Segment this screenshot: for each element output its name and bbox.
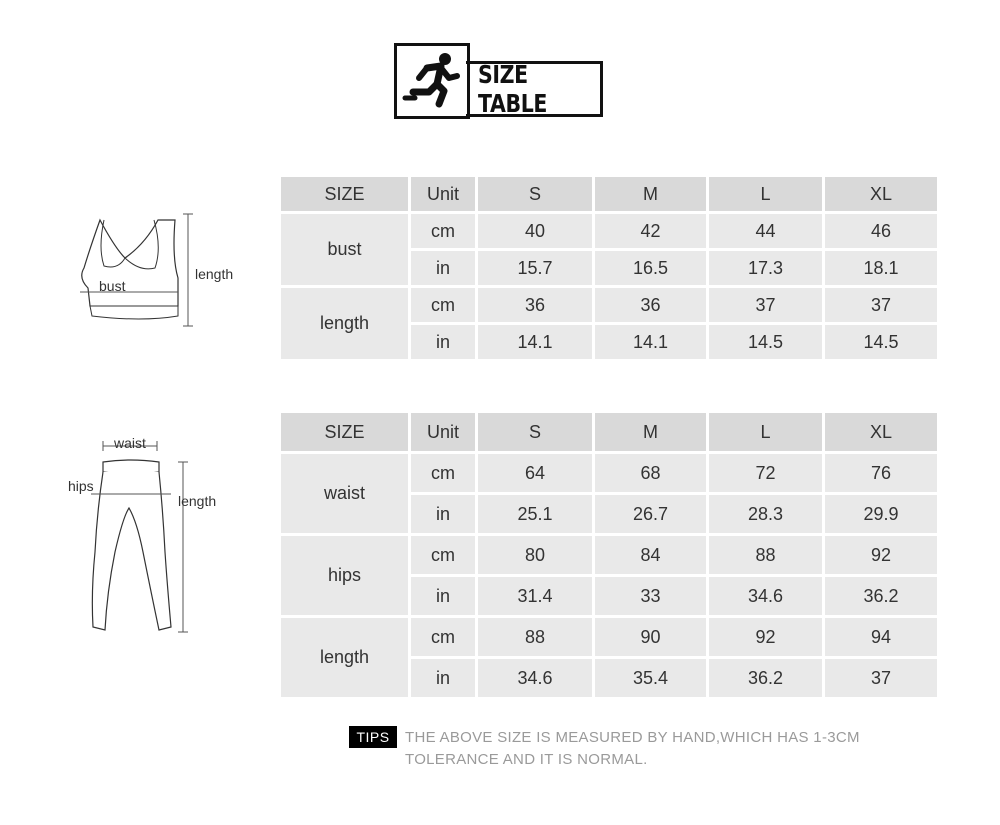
bottom-size-table bbox=[278, 410, 940, 700]
value-cell: 42 bbox=[595, 214, 706, 248]
value-cell: 36 bbox=[478, 288, 592, 322]
running-man-icon bbox=[397, 46, 467, 116]
unit-cell: cm bbox=[411, 454, 475, 492]
value-cell: 14.5 bbox=[825, 325, 937, 359]
value-cell: 90 bbox=[595, 618, 706, 656]
value-cell: 14.5 bbox=[709, 325, 822, 359]
value-cell: 92 bbox=[825, 536, 937, 574]
value-cell: 14.1 bbox=[595, 325, 706, 359]
header-xl: XL bbox=[825, 177, 937, 211]
unit-cell: cm bbox=[411, 618, 475, 656]
row-label-hips: hips bbox=[281, 536, 408, 615]
value-cell: 36 bbox=[595, 288, 706, 322]
value-cell: 64 bbox=[478, 454, 592, 492]
header-unit: Unit bbox=[411, 413, 475, 451]
tips-text bbox=[405, 727, 925, 771]
value-cell: 34.6 bbox=[709, 577, 822, 615]
row-label-waist: waist bbox=[281, 454, 408, 533]
table-row bbox=[281, 288, 937, 322]
leggings-length-label: length bbox=[178, 493, 217, 509]
value-cell: 25.1 bbox=[478, 495, 592, 533]
title-box bbox=[466, 61, 603, 117]
size-table-header bbox=[394, 43, 606, 116]
value-cell: 88 bbox=[709, 536, 822, 574]
header-size: SIZE bbox=[281, 413, 408, 451]
tips-badge: TIPS bbox=[349, 726, 397, 748]
bra-length-label: length bbox=[195, 266, 234, 282]
value-cell: 14.1 bbox=[478, 325, 592, 359]
hips-label: hips bbox=[68, 478, 94, 494]
value-cell: 92 bbox=[709, 618, 822, 656]
table-header-row bbox=[281, 413, 937, 451]
value-cell: 16.5 bbox=[595, 251, 706, 285]
value-cell: 28.3 bbox=[709, 495, 822, 533]
value-cell: 88 bbox=[478, 618, 592, 656]
header-l: L bbox=[709, 177, 822, 211]
bra-diagram bbox=[70, 208, 250, 333]
value-cell: 15.7 bbox=[478, 251, 592, 285]
unit-cell: in bbox=[411, 251, 475, 285]
header-s: S bbox=[478, 413, 592, 451]
value-cell: 34.6 bbox=[478, 659, 592, 697]
unit-cell: in bbox=[411, 577, 475, 615]
page-title: SIZE TABLE bbox=[478, 60, 547, 118]
table-row bbox=[281, 536, 937, 574]
value-cell: 44 bbox=[709, 214, 822, 248]
unit-cell: cm bbox=[411, 214, 475, 248]
value-cell: 84 bbox=[595, 536, 706, 574]
unit-cell: cm bbox=[411, 536, 475, 574]
header-xl: XL bbox=[825, 413, 937, 451]
leggings-icon bbox=[65, 432, 235, 637]
value-cell: 33 bbox=[595, 577, 706, 615]
value-cell: 31.4 bbox=[478, 577, 592, 615]
header-l: L bbox=[709, 413, 822, 451]
row-label-bust: bust bbox=[281, 214, 408, 285]
unit-cell: in bbox=[411, 659, 475, 697]
unit-cell: in bbox=[411, 325, 475, 359]
value-cell: 72 bbox=[709, 454, 822, 492]
value-cell: 40 bbox=[478, 214, 592, 248]
value-cell: 46 bbox=[825, 214, 937, 248]
value-cell: 76 bbox=[825, 454, 937, 492]
table-header-row bbox=[281, 177, 937, 211]
value-cell: 17.3 bbox=[709, 251, 822, 285]
bust-label: bust bbox=[99, 278, 126, 294]
tips-line-2: TOLERANCE AND IT IS NORMAL. bbox=[405, 751, 648, 768]
unit-cell: in bbox=[411, 495, 475, 533]
value-cell: 37 bbox=[709, 288, 822, 322]
icon-box bbox=[394, 43, 470, 119]
top-size-table bbox=[278, 174, 940, 362]
value-cell: 29.9 bbox=[825, 495, 937, 533]
value-cell: 94 bbox=[825, 618, 937, 656]
header-unit: Unit bbox=[411, 177, 475, 211]
value-cell: 80 bbox=[478, 536, 592, 574]
header-s: S bbox=[478, 177, 592, 211]
row-label-length: length bbox=[281, 288, 408, 359]
leggings-diagram bbox=[65, 432, 235, 637]
value-cell: 35.4 bbox=[595, 659, 706, 697]
row-label-length: length bbox=[281, 618, 408, 697]
unit-cell: cm bbox=[411, 288, 475, 322]
table-row bbox=[281, 454, 937, 492]
header-m: M bbox=[595, 177, 706, 211]
value-cell: 68 bbox=[595, 454, 706, 492]
table-row bbox=[281, 618, 937, 656]
table-row bbox=[281, 214, 937, 248]
value-cell: 36.2 bbox=[825, 577, 937, 615]
value-cell: 37 bbox=[825, 288, 937, 322]
value-cell: 26.7 bbox=[595, 495, 706, 533]
value-cell: 36.2 bbox=[709, 659, 822, 697]
tips-line-1: THE ABOVE SIZE IS MEASURED BY HAND,WHICH HAS 1-3CM bbox=[405, 729, 860, 746]
value-cell: 37 bbox=[825, 659, 937, 697]
waist-label: waist bbox=[114, 435, 146, 451]
header-m: M bbox=[595, 413, 706, 451]
value-cell: 18.1 bbox=[825, 251, 937, 285]
header-size: SIZE bbox=[281, 177, 408, 211]
